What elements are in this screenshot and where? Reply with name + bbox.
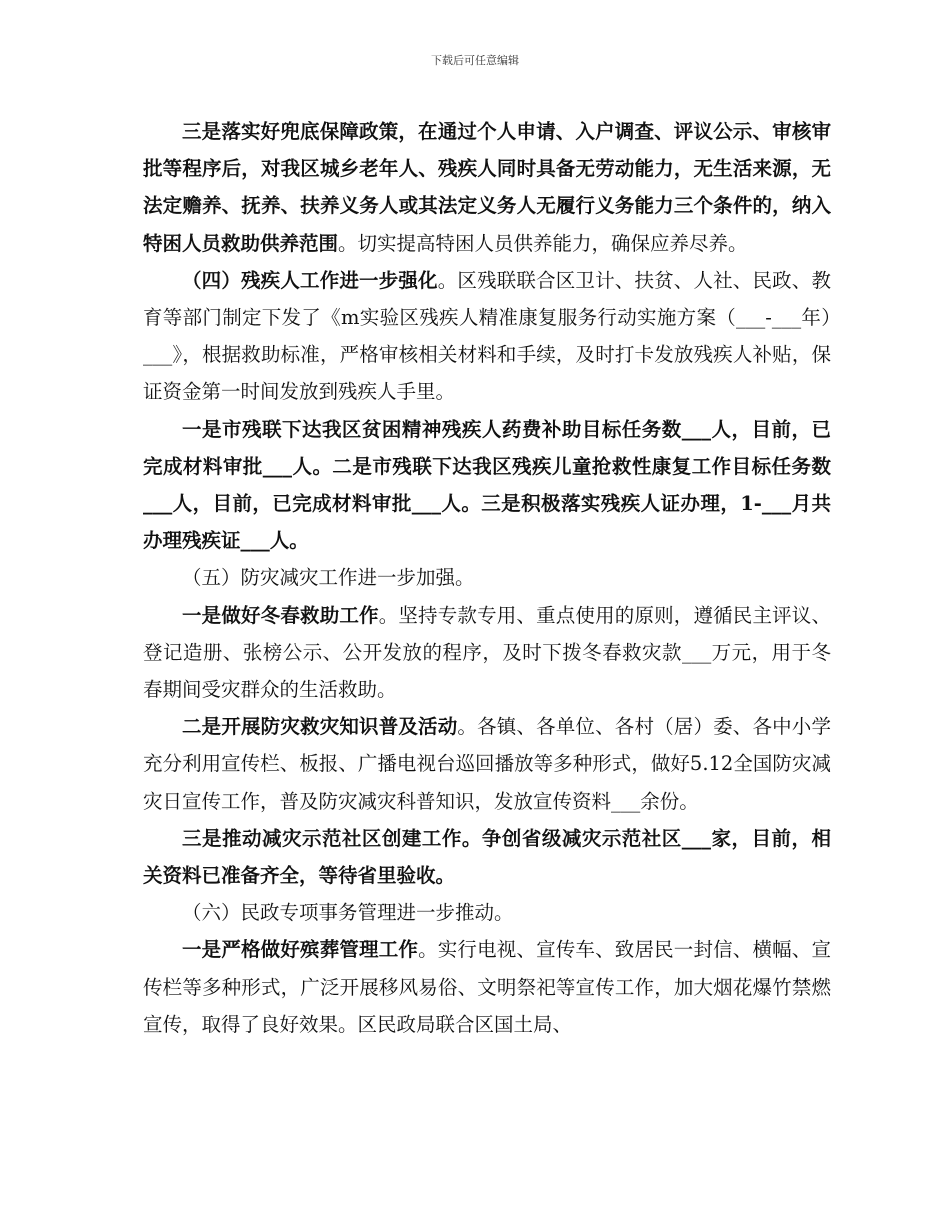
paragraph-1 [143, 113, 831, 262]
paragraph-9-text: 。实行电视、宣传车、致居民一封信、横幅、宣传栏等多种形式，广泛开展移风易俗、文明祭祀等宣传工作，加大烟花爆竹禁燃宣传，取得了良好效果。区民政局联合区国土局、 [143, 938, 831, 1036]
paragraph-2 [143, 262, 831, 411]
paragraph-8 [143, 894, 831, 931]
paragraph-2-bold: （四）残疾人工作进一步强化 [182, 268, 438, 292]
paragraph-3 [143, 411, 831, 560]
paragraph-9-bold: 一是严格做好殡葬管理工作 [182, 938, 419, 962]
paragraph-6-text: 。各镇、各单位、各村（居）委、各中小学充分利用宣传栏、板报、广播电视台巡回播放等多种形式，做好5.12全国防灾减灾日宣传工作，普及防灾减灾科普知识，发放宣传资料___余份。 [143, 715, 831, 813]
page-header: 下载后可任意编辑 [431, 54, 519, 67]
paragraph-8-text: （六）民政专项事务管理进一步推动。 [182, 901, 514, 925]
paragraph-6 [143, 708, 831, 820]
paragraph-9 [143, 931, 831, 1043]
paragraph-5-bold: 一是做好冬春救助工作 [182, 603, 379, 627]
paragraph-1-bold: 三是落实好兜底保障政策，在通过个人申请、入户调查、评议公示、审核审批等程序后，对我区城乡老年人、残疾人同时具备无劳动能力，无生活来源，无法定赡养、抚养、扶养义务人或其法定义务人无履行义务能力三个条件的，纳入特困人员救助供养范围 [143, 120, 831, 255]
paragraph-7 [143, 820, 831, 894]
paragraph-3-bold: 一是市残联下达我区贫困精神残疾人药费补助目标任务数___人，目前，已完成材料审批___人。二是市残联下达我区残疾儿童抢救性康复工作目标任务数___人，目前，已完成材料审批___人。三是积极落实残疾人证办理，1-___月共办理残疾证___人。 [143, 417, 831, 553]
paragraph-7-bold: 三是推动减灾示范社区创建工作。争创省级减灾示范社区___家，目前，相关资料已准备齐全，等待省里验收。 [143, 826, 831, 888]
paragraph-5 [143, 597, 831, 709]
paragraph-4-text: （五）防灾减灾工作进一步加强。 [182, 566, 475, 590]
paragraph-1-text: 。切实提高特困人员供养能力，确保应养尽养。 [338, 231, 748, 255]
paragraph-4 [143, 559, 831, 596]
paragraph-2-text: 。区残联联合区卫计、扶贫、人社、民政、教育等部门制定下发了《m实验区残疾人精准康复服务行动实施方案（___-___年）___》，根据救助标准，严格审核相关材料和手续，及时打卡发放残疾人补贴，保证资金第一时间发放到残疾人手里。 [143, 268, 831, 404]
document-body [143, 113, 831, 1043]
paragraph-6-bold: 二是开展防灾救灾知识普及活动 [182, 715, 458, 739]
paragraph-5-text: 。坚持专款专用、重点使用的原则，遵循民主评议、登记造册、张榜公示、公开发放的程序，及时下拨冬春救灾款___万元，用于冬春期间受灾群众的生活救助。 [143, 603, 831, 702]
